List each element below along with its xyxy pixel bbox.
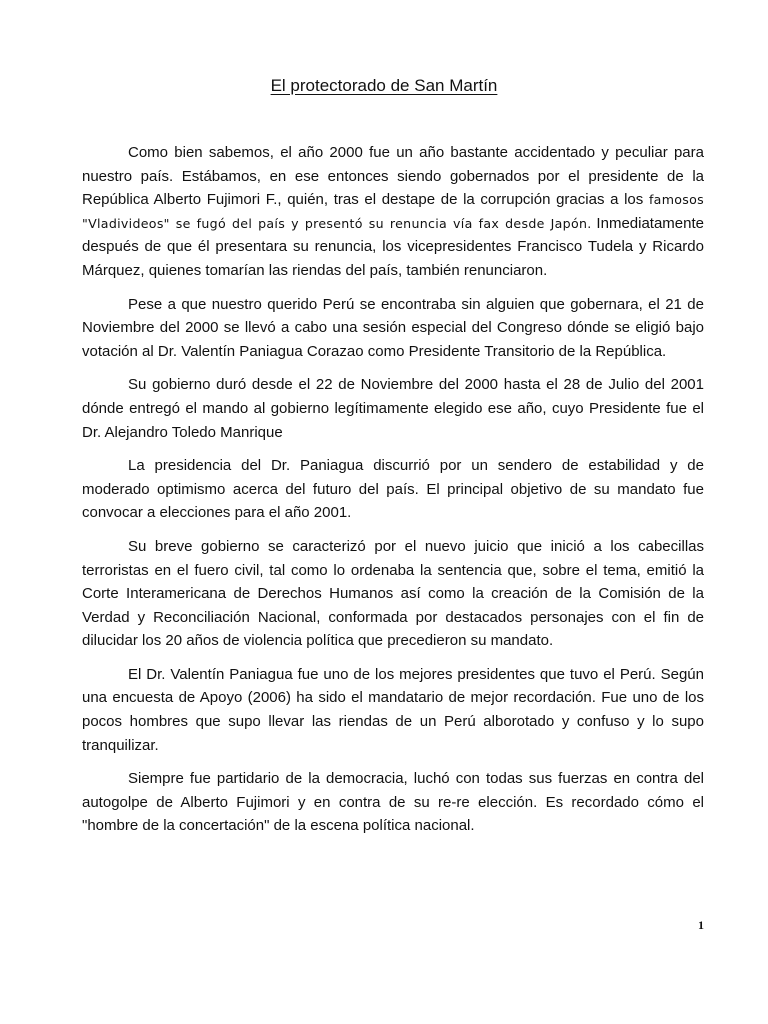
paragraph-2 xyxy=(82,293,704,364)
paragraph-text: Su breve gobierno se caracterizó por el nuevo juicio que inició a los cabecillas terroristas en el fuero civil, tal como lo ordenaba la sentencia que, sobre el tema, emitió la Corte Interamericana de Derechos Humanos así como la creación de la Comisión de la Verdad y Reconciliación Nacional, conformada por destacados personajes con el fin de dilucidar los 20 años de violencia política que precedieron su mandato. xyxy=(82,537,704,650)
paragraph-4 xyxy=(82,454,704,525)
document-body xyxy=(82,141,704,848)
paragraph-1 xyxy=(82,141,704,283)
paragraph-5 xyxy=(82,535,704,653)
paragraph-text: Pese a que nuestro querido Perú se encontraba sin alguien que gobernara, el 21 de Noviembre del 2000 se llevó a cabo una sesión especial del Congreso dónde se eligió bajo votación al Dr. Valentín Paniagua Corazao como Presidente Transitorio de la República. xyxy=(82,295,704,360)
paragraph-text: Siempre fue partidario de la democracia, luchó con todas sus fuerzas en contra del autogolpe de Alberto Fujimori y en contra de su re-re elección. Es recordado cómo el "hombre de la concertación" de la escena política nacional. xyxy=(82,770,704,835)
paragraph-6 xyxy=(82,663,704,757)
paragraph-text: La presidencia del Dr. Paniagua discurrió por un sendero de estabilidad y de moderado optimismo acerca del futuro del país. El principal objetivo de su mandato fue convocar a elecciones para el año 2001. xyxy=(82,457,704,522)
paragraph-7 xyxy=(82,767,704,838)
document-title: El protectorado de San Martín xyxy=(270,76,498,95)
paragraph-text-alt-font: famosos "Vladivideos" se fugó del país y presentó su renuncia vía fax desde Japón. xyxy=(82,192,704,231)
paragraph-text: Su gobierno duró desde el 22 de Noviembre del 2000 hasta el 28 de Julio del 2001 dónde entregó el mando al gobierno legítimamente elegido ese año, cuyo Presidente fue el Dr. Alejandro Toledo Manrique xyxy=(82,376,704,441)
paragraph-text: Como bien sabemos, el año 2000 fue un año bastante accidentado y peculiar para nuestro país. Estábamos, en ese entonces siendo gobernados por el presidente de la República Alberto Fujimori F., quién, tras el destape de la corrupción gracias a los xyxy=(82,144,704,209)
paragraph-3 xyxy=(82,373,704,444)
paragraph-text: Inmediatamente después de que él presentara su renuncia, los vicepresidentes Francisco Tudela y Ricardo Márquez, quienes tomarían las riendas del país, también renunciaron. xyxy=(82,214,704,279)
paragraph-text: El Dr. Valentín Paniagua fue uno de los mejores presidentes que tuvo el Perú. Según una encuesta de Apoyo (2006) ha sido el mandatario de mejor recordación. Fue uno de los pocos hombres que supo llevar las riendas de un Perú alborotado y confuso y lo supo tranquilizar. xyxy=(82,665,704,754)
page-number: 1 xyxy=(698,918,704,932)
